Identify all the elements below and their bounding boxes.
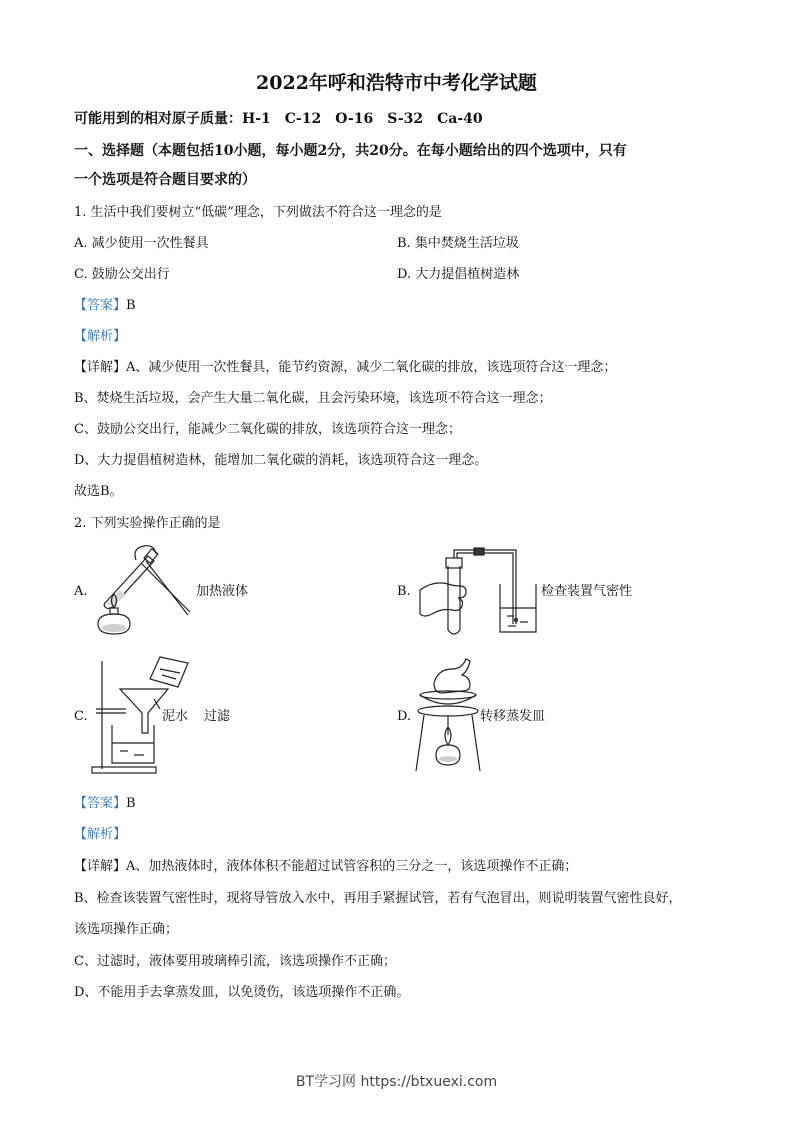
q1-option-a: A. 减少使用一次性餐具 [74,236,209,251]
site-footer: BT学习网 https://btxuexi.com [295,1074,498,1090]
q2-detail-text-1: A、加热液体时，液体体积不能超过试管容积的三分之一，该选项操作不正确； [126,859,578,874]
heating-liquid-figure [92,544,192,639]
q2-option-a-caption: 加热液体 [196,584,249,599]
q1-answer-tag: 【答案】 [74,298,127,313]
q1-option-c: C. 鼓励公交出行 [74,267,170,282]
q2-option-d-letter: D. [397,709,412,724]
q2-analysis-tag: 【解析】 [74,827,127,842]
q1-analysis-tag: 【解析】 [74,329,127,344]
q2-option-c-caption: 过滤 [204,709,231,724]
q2-detail-line-5: D、不能用手去拿蒸发皿，以免烫伤，该选项操作不正确。 [74,985,410,1000]
q2-option-b-caption: 检查装置气密性 [541,584,633,599]
q2-detail-tag: 【详解】 [74,859,127,874]
q1-detail-tag: 【详解】 [74,360,127,375]
q2-detail-line-4: C、过滤时，液体要用玻璃棒引流，该选项操作不正确； [74,954,396,969]
evaporating-dish-figure [412,655,484,775]
q2-option-a-letter: A. [74,584,88,599]
q2-detail-line-1 [74,859,577,875]
q1-stem: 1. 生活中我们要树立“低碳”理念，下列做法不符合这一理念的是 [74,205,442,220]
q2-answer: B [126,796,136,811]
q2-option-d-caption: 转移蒸发皿 [480,709,546,724]
page-title: 2022年呼和浩特市中考化学试题 [256,72,537,94]
section-heading-line1: 一、选择题（本题包括10小题，每小题2分，共20分。在每小题给出的四个选项中，只有 [74,143,627,159]
q1-answer-line [74,298,136,314]
q2-stem: 2. 下列实验操作正确的是 [74,516,221,531]
q1-detail-line-3: C、鼓励公交出行，能减少二氧化碳的排放，该选项符合这一理念； [74,422,461,437]
q2-answer-tag: 【答案】 [74,796,127,811]
muddy-water-label: 泥水 [162,709,189,724]
q1-detail-line-1 [74,360,616,376]
q1-conclusion: 故选B。 [74,484,123,499]
q1-detail-text-1: A、减少使用一次性餐具，能节约资源，减少二氧化碳的排放，该选项符合这一理念； [126,360,617,375]
q1-detail-line-4: D、大力提倡植树造林，能增加二氧化碳的消耗，该选项符合这一理念。 [74,453,488,468]
q1-detail-line-2: B、焚烧生活垃圾，会产生大量二氧化碳，且会污染环境，该选项不符合这一理念； [74,391,552,406]
section-heading-line2: 一个选项是符合题目要求的） [74,172,256,188]
q1-option-b: B. 集中焚烧生活垃圾 [397,236,519,251]
q1-answer: B [126,298,136,313]
q2-detail-line-3: 该选项操作正确； [74,922,179,937]
q2-answer-line [74,796,136,812]
q2-option-c-letter: C. [74,709,88,724]
q2-detail-line-2: B、检查该装置气密性时，现将导管放入水中，再用手紧握试管，若有气泡冒出，则说明装置气密性良好， [74,891,682,906]
q2-option-b-letter: B. [397,584,411,599]
airtightness-check-figure [412,544,542,639]
atomic-mass-line: 可能用到的相对原子质量：H-1 C-12 O-16 S-32 Ca-40 [74,111,483,127]
q1-option-d: D. 大力提倡植树造林 [397,267,520,282]
